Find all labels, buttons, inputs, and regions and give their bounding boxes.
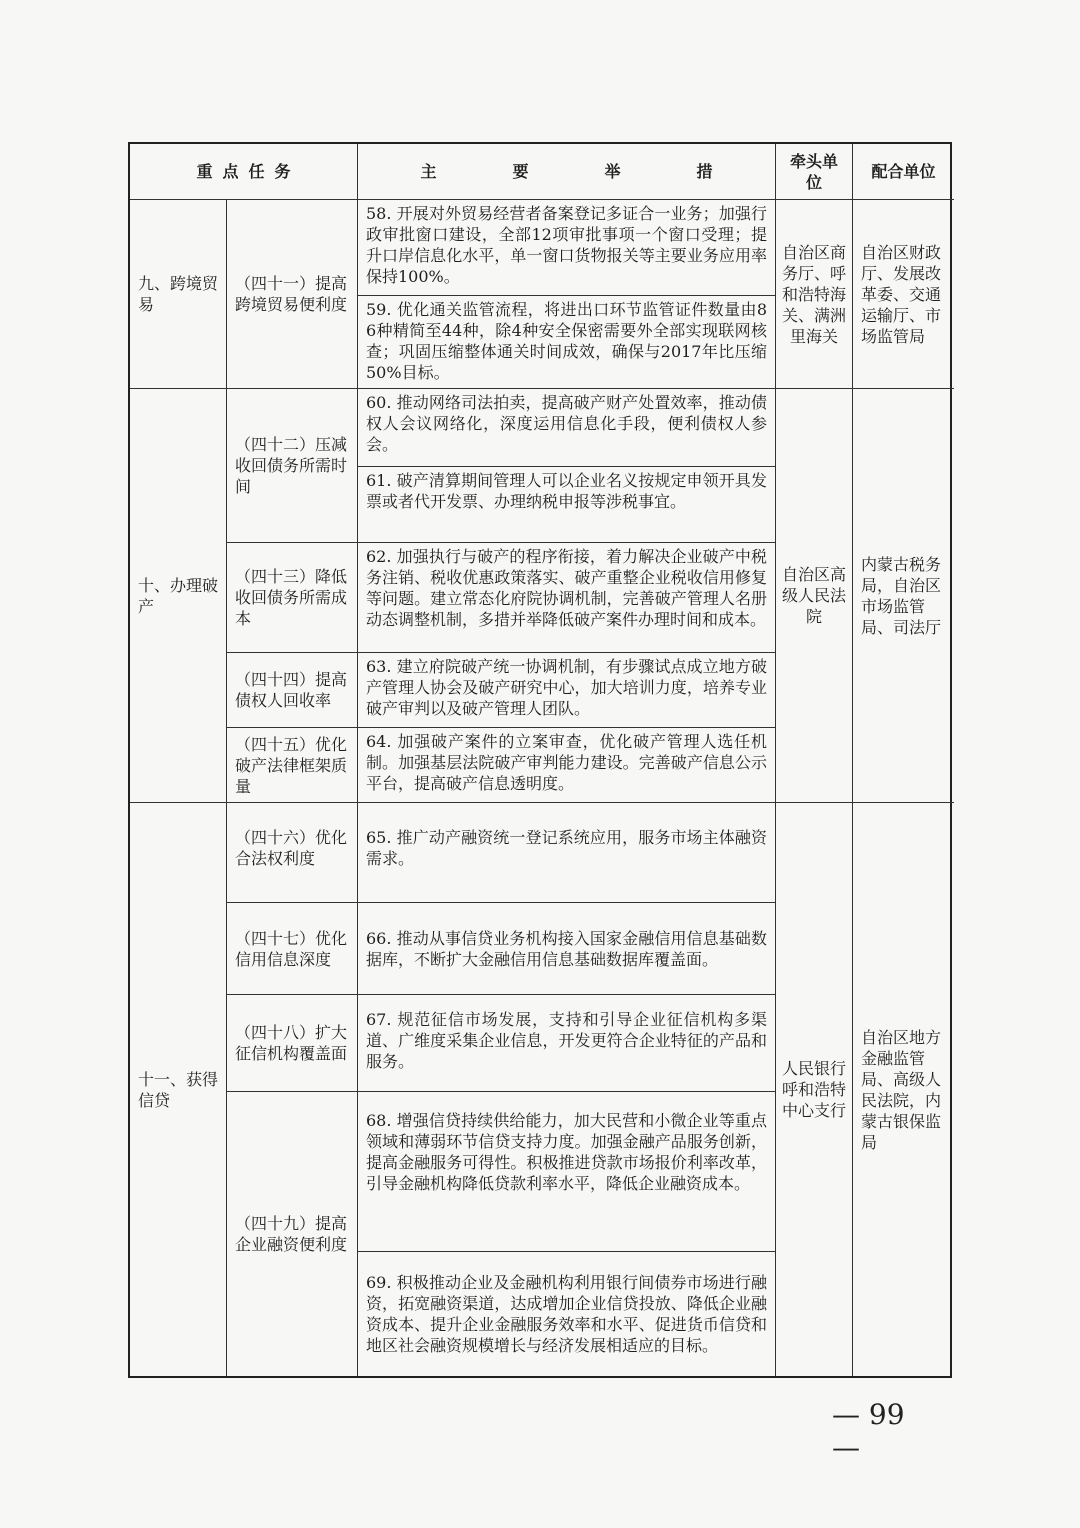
measure-66: 66. 推动从事信贷业务机构接入国家金融信用信息基础数据库，不断扩大金融信用信息基础数据库覆盖面。: [358, 903, 776, 995]
task-49: （四十九）提高企业融资便利度: [227, 1092, 358, 1376]
area-cross-border-trade: 九、跨境贸易: [130, 200, 227, 389]
measure-62: 62. 加强执行与破产的程序衔接，着力解决企业破产中税务注销、税收优惠政策落实、破产重整企业税收信用修复等问题。建立常态化府院协调机制，完善破产管理人名册动态调整机制，多措并举降低破产案件办理时间和成本。: [358, 543, 776, 653]
task-47: （四十七）优化信用信息深度: [227, 903, 358, 995]
measure-68: 68. 增强信贷持续供给能力，加大民营和小微企业等重点领域和薄弱环节信贷支持力度。加强金融产品服务创新，提高金融服务可得性。积极推进贷款市场报价利率改革，引导金融机构降低贷款利率水平，降低企业融资成本。: [358, 1092, 776, 1252]
header-task: 重点任务: [130, 144, 358, 200]
task-42: （四十二）压减收回债务所需时间: [227, 389, 358, 543]
partner-unit-bankruptcy: 内蒙古税务局，自治区市场监管局、司法厅: [853, 389, 954, 803]
task-45: （四十五）优化破产法律框架质量: [227, 728, 358, 803]
area-bankruptcy: 十、办理破产: [130, 389, 227, 803]
task-44: （四十四）提高债权人回收率: [227, 653, 358, 728]
header-partner: 配合单位: [853, 144, 954, 200]
header-lead: 牵头单位: [776, 144, 853, 200]
page-number: — 99 —: [832, 1398, 905, 1464]
measure-65: 65. 推广动产融资统一登记系统应用，服务市场主体融资需求。: [358, 803, 776, 903]
task-46: （四十六）优化合法权利度: [227, 803, 358, 903]
measure-61: 61. 破产清算期间管理人可以企业名义按规定申领开具发票或者代开发票、办理纳税申报等涉税事宜。: [358, 467, 776, 543]
measure-59: 59. 优化通关监管流程，将进出口环节监管证件数量由86种精简至44种，除4种安全保密需要外全部实现联网核查；巩固压缩整体通关时间成效，确保与2017年比压缩50%目标。: [358, 296, 776, 389]
header-measures: 主 要 举 措: [358, 144, 776, 200]
partner-unit-trade: 自治区财政厅、发展改革委、交通运输厅、市场监管局: [853, 200, 954, 389]
task-48: （四十八）扩大征信机构覆盖面: [227, 995, 358, 1092]
measure-67: 67. 规范征信市场发展，支持和引导企业征信机构多渠道、广维度采集企业信息，开发更符合企业特征的产品和服务。: [358, 995, 776, 1092]
table-grid: [128, 142, 952, 1378]
measure-64: 64. 加强破产案件的立案审查，优化破产管理人选任机制。加强基层法院破产审判能力建设。完善破产信息公示平台，提高破产信息透明度。: [358, 728, 776, 803]
lead-unit-bankruptcy: 自治区高级人民法院: [776, 389, 853, 803]
partner-unit-credit: 自治区地方金融监管局、高级人民法院，内蒙古银保监局: [861, 1027, 942, 1152]
measure-63: 63. 建立府院破产统一协调机制，有步骤试点成立地方破产管理人协会及破产研究中心，加大培训力度，培养专业破产审判以及破产管理人团队。: [358, 653, 776, 728]
task-43: （四十三）降低收回债务所需成本: [227, 543, 358, 653]
lead-unit-credit: 人民银行呼和浩特中心支行: [776, 803, 853, 1376]
area-getting-credit: 十一、获得信贷: [130, 803, 227, 1376]
measure-60: 60. 推动网络司法拍卖，提高破产财产处置效率，推动债权人会议网络化，深度运用信息化手段，便利债权人参会。: [358, 389, 776, 467]
policy-table: [128, 142, 952, 1378]
lead-unit-trade: 自治区商务厅、呼和浩特海关、满洲里海关: [776, 200, 853, 389]
measure-69: 69. 积极推动企业及金融机构利用银行间债券市场进行融资，拓宽融资渠道，达成增加企业信贷投放、降低企业融资成本、提升企业金融服务效率和水平、促进货币信贷和地区社会融资规模增长与经济发展相适应的目标。: [358, 1252, 776, 1376]
measure-58: 58. 开展对外贸易经营者备案登记多证合一业务；加强行政审批窗口建设，全部12项审批事项一个窗口受理；提升口岸信息化水平，单一窗口货物报关等主要业务应用率保持100%。: [358, 200, 776, 296]
task-41: （四十一）提高跨境贸易便利度: [227, 200, 358, 389]
